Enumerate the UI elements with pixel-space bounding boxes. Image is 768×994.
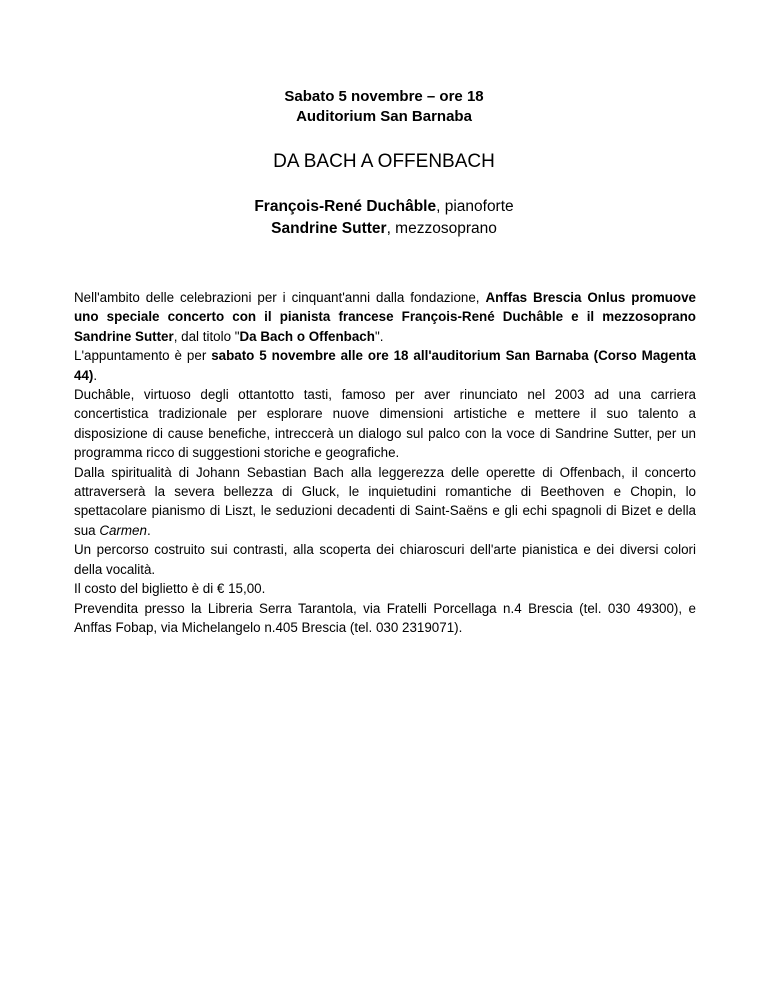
text-run: Dalla spiritualità di Johann Sebastian Bach alla leggerezza delle operette di Offenbach, il concerto attraverserà la severa bellezza di Gluck, le inquietudini romantiche di Beethoven e Chopin, lo spettacolare pianismo di Liszt, le seduzioni decadenti di Saint-Saëns e gli echi spagnoli di Bizet e della sua	[74, 464, 696, 538]
paragraph-ticket-price: Il costo del biglietto è di € 15,00.	[74, 581, 266, 597]
paragraph-appointment	[74, 346, 696, 385]
concert-title: DA BACH A OFFENBACH	[273, 151, 495, 172]
text-run: .	[146, 522, 151, 538]
performers-block	[0, 196, 768, 240]
performer-name: François-René Duchâble	[254, 198, 437, 215]
event-venue-line: Auditorium San Barnaba	[296, 108, 472, 125]
bold-run: Da Bach o Offenbach	[239, 328, 375, 344]
performer-pianist	[0, 196, 768, 218]
paragraph-program	[74, 463, 696, 541]
text-run: L'appuntamento è per	[74, 348, 212, 364]
paragraph-intro	[74, 288, 696, 346]
text-run: .	[93, 367, 98, 383]
performer-mezzosoprano	[0, 218, 768, 240]
italic-run: Carmen	[99, 522, 147, 538]
event-date-line: Sabato 5 novembre – ore 18	[284, 88, 484, 105]
paragraph-duchable: Duchâble, virtuoso degli ottantotto tasti, famoso per aver rinunciato nel 2003 ad una carriera concertistica tradizionale per esplorare nuove dimensioni artistiche e mettere il suo talento a disposizione di cause benefiche, intreccerà un dialogo sul palco con la voce di Sandrine Sutter, per un programma ricco di suggestioni storiche e geografiche.	[74, 387, 696, 461]
text-run: , dal titolo "	[173, 328, 240, 344]
paragraph-contrasts: Un percorso costruito sui contrasti, alla scoperta dei chiaroscuri dell'arte pianistica e dei diversi colori della vocalità.	[74, 542, 696, 577]
event-header	[0, 87, 768, 127]
performer-role: , mezzosoprano	[386, 220, 497, 237]
performer-name: Sandrine Sutter	[271, 220, 387, 237]
text-run: ".	[374, 328, 384, 344]
performer-role: , pianoforte	[436, 198, 514, 215]
article-body	[74, 288, 696, 637]
text-run: Nell'ambito delle celebrazioni per i cinquant'anni dalla fondazione,	[74, 290, 486, 305]
bold-run: sabato 5 novembre alle ore 18 all'auditorium San Barnaba (Corso Magenta 44)	[74, 348, 696, 383]
bold-run: Anffas Brescia Onlus promuove uno speciale concerto con il pianista francese François-René Duchâble e il mezzosoprano Sandrine Sutter	[74, 290, 696, 344]
paragraph-presale: Prevendita presso la Libreria Serra Tarantola, via Fratelli Porcellaga n.4 Brescia (tel. 030 49300), e Anffas Fobap, via Michelangelo n.405 Brescia (tel. 030 2319071).	[74, 600, 696, 635]
